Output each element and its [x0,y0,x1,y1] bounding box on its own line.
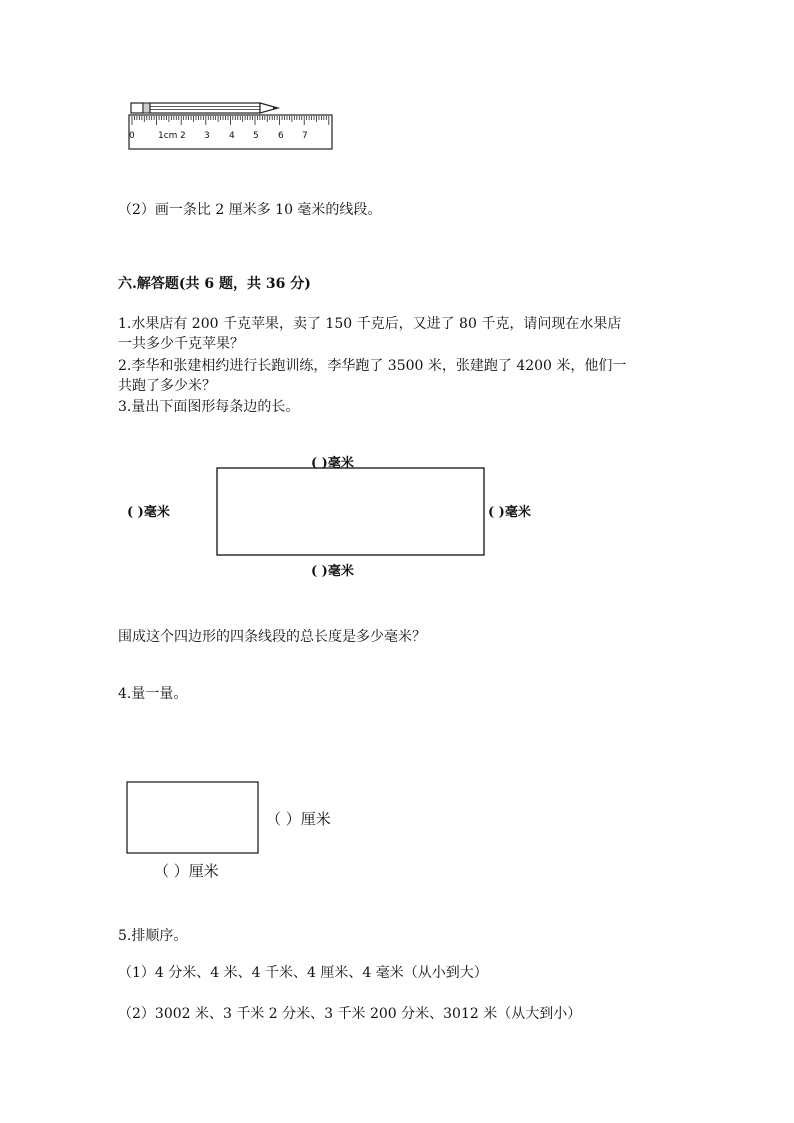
q3-bottom-label: ( )毫米 [311,564,354,579]
ruler-label: 6 [278,131,284,141]
q3-right-label: ( )毫米 [488,505,531,520]
q4-rectangle [126,781,260,855]
ruler-label: 4 [229,131,235,141]
question-3-followup: 围成这个四边形的四条线段的总长度是多少毫米？ [118,629,426,645]
pencil-icon [131,103,278,113]
question-5-item-1: （1）4 分米、4 米、4 千米、4 厘米、4 毫米（从小到大） [118,965,488,981]
q3-rectangle [216,467,486,557]
question-5-item-2: （2）3002 米、3 千米 2 分米、3 千米 200 分米、3012 米（从大到小） [118,1006,582,1022]
q3-left-label: ( )毫米 [127,505,170,520]
q4-right-label: （ ）厘米 [266,810,331,828]
question-2-line-2: 共跑了多少米？ [118,378,216,394]
section-title: 六.解答题(共 6 题，共 36 分) [118,276,311,292]
ruler-label: 7 [302,131,308,141]
question-5-text: 5.排顺序。 [118,928,188,944]
question-4-text: 4.量一量。 [118,686,188,702]
ruler-label: 2 [180,131,186,141]
ruler-label: 1cm [158,131,178,141]
question-1-line-1: 1.水果店有 200 千克苹果，卖了 150 千克后，又进了 80 千克，请问现在水果店 [118,316,622,332]
question-3-text: 3.量出下面图形每条边的长。 [118,399,300,415]
part2-item: （2）画一条比 2 厘米多 10 毫米的线段。 [118,202,382,218]
ruler-label: 3 [204,131,210,141]
q3-top-label: ( )毫米 [311,456,354,471]
ruler-pencil-figure [128,100,338,152]
question-2-line-1: 2.李华和张建相约进行长跑训练，李华跑了 3500 米，张建跑了 4200 米，他们一 [118,358,627,374]
ruler-label: 0 [129,131,135,141]
ruler-label: 5 [253,131,259,141]
q4-bottom-label: （ ）厘米 [154,862,219,880]
question-1-line-2: 一共多少千克苹果？ [118,336,244,352]
